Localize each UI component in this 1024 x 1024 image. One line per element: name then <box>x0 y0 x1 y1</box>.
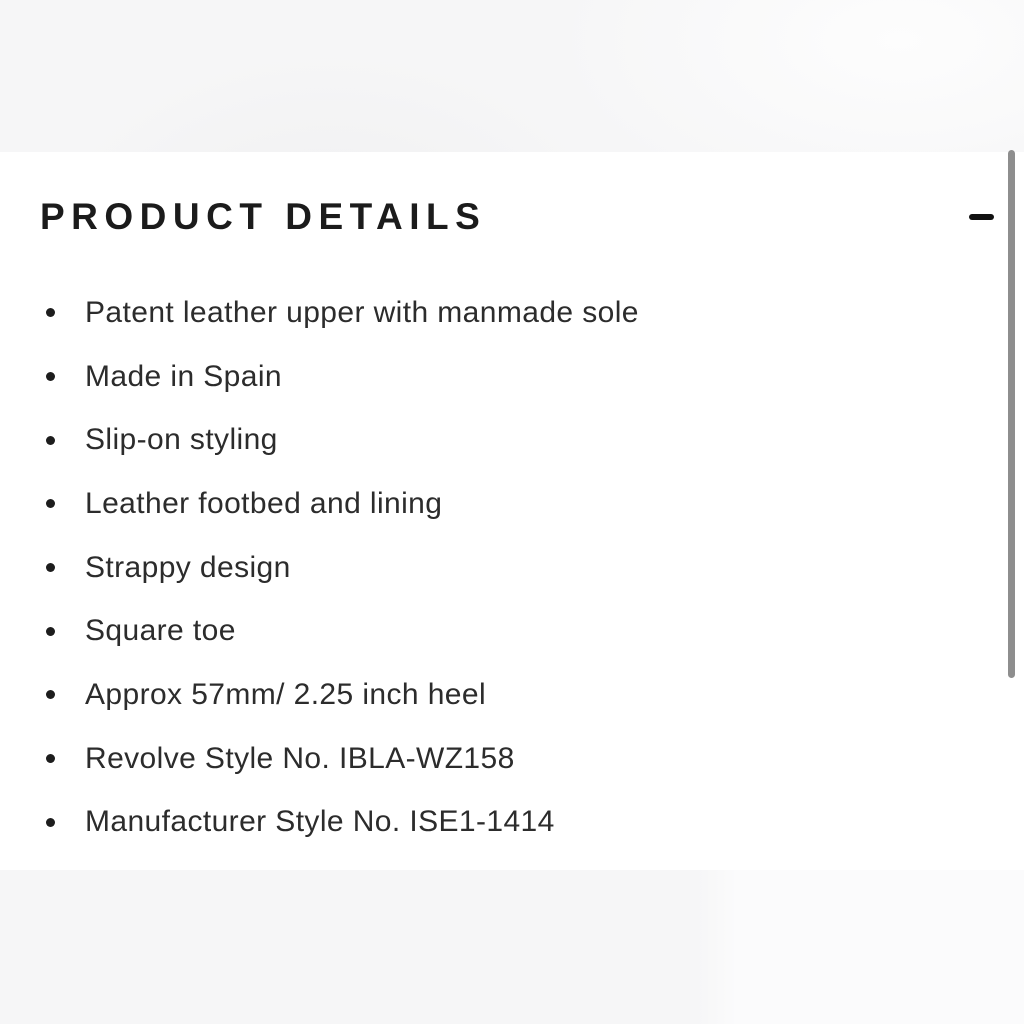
list-item-text: Patent leather upper with manmade sole <box>85 295 639 329</box>
list-item-text: Leather footbed and lining <box>85 486 443 520</box>
list-item <box>0 281 984 345</box>
bullet-icon <box>46 372 55 381</box>
list-item-text: Made in Spain <box>85 359 282 393</box>
bullet-icon <box>46 563 55 572</box>
page-background-bottom <box>0 870 1024 1024</box>
bullet-icon <box>46 754 55 763</box>
list-item <box>0 663 984 727</box>
list-item <box>0 727 984 791</box>
product-details-title: PRODUCT DETAILS <box>40 196 487 237</box>
bullet-icon <box>46 627 55 636</box>
scrollbar-thumb[interactable] <box>1008 150 1015 678</box>
list-item-text: Square toe <box>85 614 236 648</box>
list-item <box>0 472 984 536</box>
list-item <box>0 599 984 663</box>
bullet-icon <box>46 308 55 317</box>
product-details-list <box>0 281 984 854</box>
list-item <box>0 408 984 472</box>
bullet-icon <box>46 818 55 827</box>
list-item-text: Strappy design <box>85 550 291 584</box>
list-item <box>0 536 984 600</box>
collapse-button[interactable] <box>954 197 994 237</box>
list-item-text: Manufacturer Style No. ISE1-1414 <box>85 805 555 839</box>
list-item-text: Slip-on styling <box>85 423 278 457</box>
list-item <box>0 345 984 409</box>
minus-icon <box>969 214 994 220</box>
bullet-icon <box>46 690 55 699</box>
list-item-text: Approx 57mm/ 2.25 inch heel <box>85 677 487 711</box>
bullet-icon <box>46 436 55 445</box>
product-details-panel <box>0 152 1024 870</box>
page-background-top <box>0 0 1024 152</box>
bullet-icon <box>46 499 55 508</box>
list-item-text: Revolve Style No. IBLA-WZ158 <box>85 741 515 775</box>
list-item <box>0 791 984 855</box>
product-details-header[interactable] <box>40 190 994 244</box>
